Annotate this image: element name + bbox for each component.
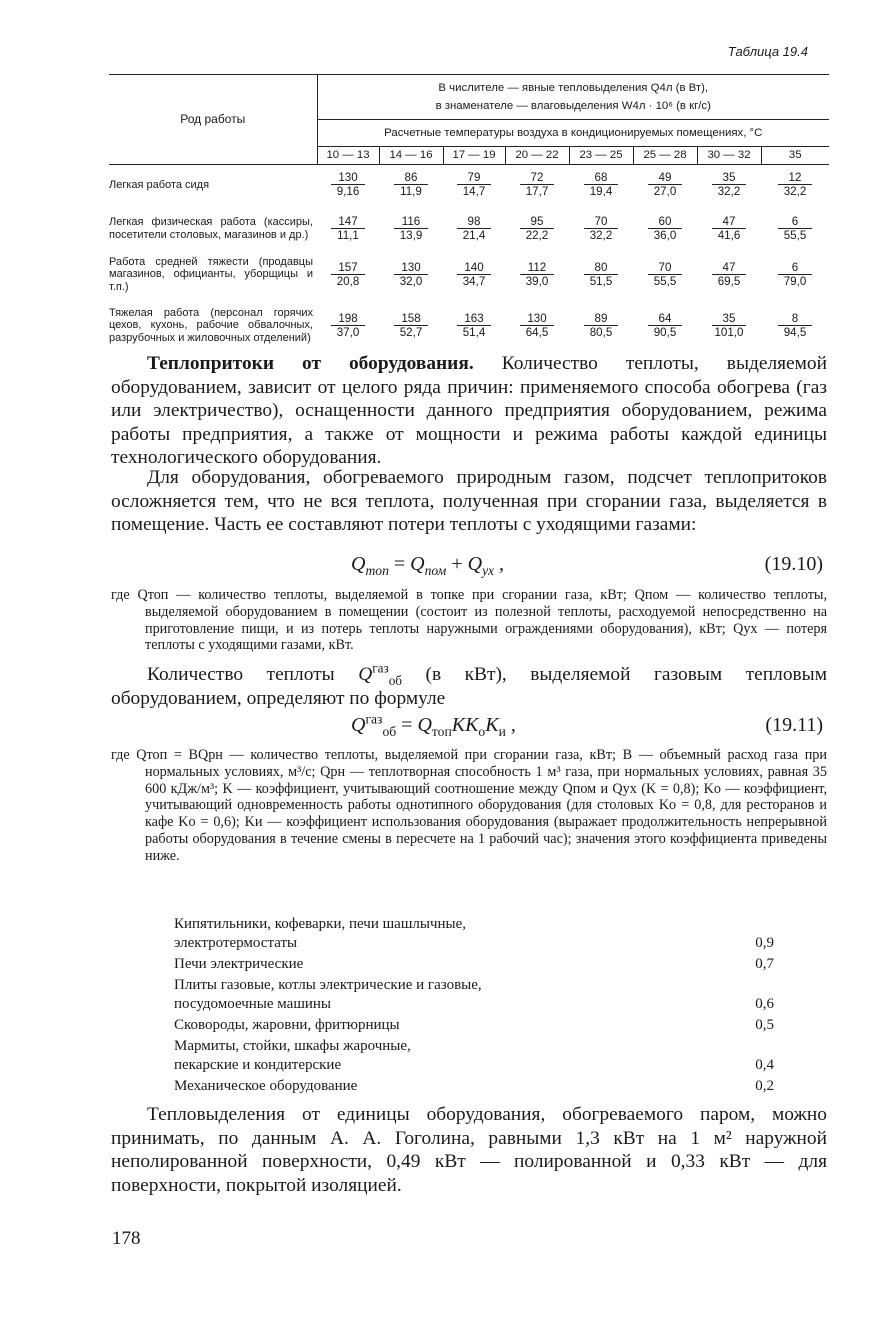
coefficient-label: Плиты газовые, котлы электрические и газовые, [174,977,482,993]
temp-range-1: 14 — 16 [379,147,443,165]
coefficient-row [174,976,774,1014]
where-1-text: где Qтоп — количество теплоты, выделяемой в топке при сгорании газа, кВт; Qпом — количество теплоты, выделяемой оборудованием в помещении (состоит из полезной теплоты, расходуемой непосредственно на приготовление пищи, и из потерь теплоты наружными ограждениями оборудования), кВт; Qух — потеря теплоты с уходящими газами, кВт. [111,587,827,654]
value-cell [505,253,569,297]
value-cell [697,297,761,355]
value-cell [633,253,697,297]
denominator: 80,5 [589,326,613,339]
denominator: 69,5 [717,275,741,288]
formula-expression-2: $Q^{газ}_{об} = Q_{топ}KK_оK_и$ , [351,711,516,739]
value-cell [761,297,829,355]
denominator: 55,5 [653,275,677,288]
coefficient-row [174,915,774,953]
denominator: 22,2 [525,229,549,242]
denominator: 51,5 [589,275,613,288]
denominator: 11,1 [337,229,359,242]
value-cell [505,205,569,253]
denominator: 55,5 [783,229,807,242]
coefficient-value: 0,4 [755,1057,774,1073]
value-cell [505,165,569,205]
numerator: 12 [778,171,812,185]
denominator: 94,5 [783,326,807,339]
coefficient-value: 0,9 [755,935,774,951]
denominator: 11,9 [400,185,422,199]
temp-range-4: 23 — 25 [569,147,633,165]
value-cell [317,205,379,253]
value-cell [633,297,697,355]
numerator: 72 [520,171,554,185]
numerator: 47 [712,261,746,275]
numerator: 35 [712,312,746,326]
value-cell [379,297,443,355]
numerator: 116 [394,215,428,229]
numerator: 86 [394,171,428,185]
denominator: 52,7 [399,326,423,339]
coefficient-value: 0,5 [755,1017,774,1033]
table-row [109,165,829,205]
denominator: 9,16 [336,185,360,199]
value-cell [633,205,697,253]
coefficient-value: 0,6 [755,996,774,1012]
coefficient-label: Кипятильники, кофеварки, печи шашлычные, [174,916,467,932]
where-block-2 [111,747,827,865]
table-row [109,205,829,253]
value-cell [761,253,829,297]
value-cell [505,297,569,355]
temp-range-0: 10 — 13 [317,147,379,165]
paragraph-gas: Для оборудования, обогреваемого природным газом, подсчет теплопритоков осложняется тем, что не вся теплота, полученная при сгорании газа, выделяется в помещение. Часть ее составляют потери теплоты с уходящими газами: [111,467,827,535]
formula-expression: $Q_{топ} = Q_{пом} + Q_{ух}$ , [351,553,504,578]
temp-range-7: 35 [761,147,829,165]
paragraph-gas-heat [111,660,827,710]
coefficient-value: 0,7 [755,956,774,972]
coefficient-label: Печи электрические [174,956,304,972]
value-cell [761,205,829,253]
row-label: Тяжелая работа (персонал горячих цехов, кухонь, рабочие обвалочных, разрубочных и жиловочных отделений) [109,306,313,344]
value-cell [317,253,379,297]
numerator: 95 [520,215,554,229]
numerator: 8 [778,312,812,326]
denominator: 37,0 [336,326,360,339]
denominator: 90,5 [653,326,677,339]
value-cell [569,205,633,253]
formula-number-2: (19.11) [765,714,823,736]
denominator: 21,4 [462,229,486,242]
denominator: 13,9 [399,229,423,242]
table-caption: Таблица 19.4 [727,44,808,59]
numerator: 147 [331,215,365,229]
table-row [109,297,829,355]
coefficient-label-cont: посудомоечные машины [174,996,332,1012]
numerator: 47 [712,215,746,229]
numerator: 60 [648,215,682,229]
numerator: 80 [584,261,618,275]
row-label: Работа средней тяжести (продавцы магазинов, официанты, уборщицы и т.п.) [109,255,313,293]
numerator: 98 [457,215,491,229]
value-cell [697,165,761,205]
numerator: 158 [394,312,428,326]
table-row [109,253,829,297]
coefficient-label: Механическое оборудование [174,1078,358,1094]
denominator: 32,2 [783,185,807,199]
denominator: 39,0 [525,275,549,288]
note-header [317,75,829,120]
value-cell [443,165,505,205]
value-cell [379,253,443,297]
numerator: 140 [457,261,491,275]
value-cell [317,297,379,355]
denominator: 32,2 [589,229,613,242]
value-cell [569,297,633,355]
rod-header: Род работы [109,75,317,165]
value-cell [443,205,505,253]
coefficient-row [174,1077,774,1096]
denominator: 34,7 [462,275,486,288]
coefficient-row [174,955,774,974]
coefficient-label: Сковороды, жаровни, фритюрницы [174,1017,400,1033]
numerator: 89 [584,312,618,326]
paragraph-1-text: Количество теплоты, выделяемой оборудованием, зависит от целого ряда причин: применяемого способа обогрева (газ или электричество), оснащенности данного предприятия оборудованием, режима работы предприятия, а также от мощности и режима работы каждой единицы технологического оборудования. [111,353,827,468]
numerator: 35 [712,171,746,185]
paragraph-steam: Тепловыделения от единицы оборудования, обогреваемого паром, можно принимать, по данным А. А. Гоголина, равными 1,3 кВт на 1 м² наружной неполированной поверхности, 0,49 кВт — полированной и 0,33 кВт — для поверхности, покрытой изоляцией. [111,1104,827,1196]
paragraph-3-start: Количество теплоты [147,664,335,685]
row-label: Легкая работа сидя [109,178,210,191]
denominator: 101,0 [714,326,744,339]
denominator: 17,7 [525,185,549,199]
numerator: 130 [520,312,554,326]
numerator: 64 [648,312,682,326]
coefficient-value: 0,2 [755,1078,774,1094]
coefficient-list [174,915,774,1098]
where-2-text: где Qтоп = BQрн — количество теплоты, выделяемой при сгорании газа, кВт; B — объемный расход газа при нормальных условиях, м³/с; Qрн — теплотворная способность 1 м³ газа, при нормальных условиях, равная 35 600 кДж/м³; K — коэффициент, учитывающий соотношение между Qпом и Qух (K = 0,8); Kо — коэффициент, учитывающий одновременность работы однотипного оборудования (для столовых Kо = 0,8, для ресторанов и кафе Kо = 0,6); Kи — коэффициент использования оборудования (выражает продолжительность непрерывной работы оборудования в течение смены в пересчете на 1 рабочий час); значения этого коэффициента приведены ниже. [111,747,827,864]
denominator: 79,0 [783,275,807,288]
paragraph-heading: Теплопритоки от оборудования. [147,353,474,374]
value-cell [697,253,761,297]
numerator: 79 [457,171,491,185]
coefficient-label-cont: пекарские и кондитерские [174,1057,342,1073]
value-cell [317,165,379,205]
denominator: 32,0 [399,275,423,288]
value-cell [443,297,505,355]
value-cell [761,165,829,205]
value-cell [379,165,443,205]
coefficient-label-cont: электротермостаты [174,935,298,951]
numerator: 6 [778,261,812,275]
note-line-2: в знаменателе — влаговыделения W4л · 10⁶ (в кг/с) [435,100,711,112]
numerator: 49 [648,171,682,185]
numerator: 157 [331,261,365,275]
numerator: 6 [778,215,812,229]
value-cell [379,205,443,253]
temp-header: Расчетные температуры воздуха в кондиционируемых помещениях, °С [317,120,829,147]
page-number: 178 [112,1228,141,1249]
value-cell [633,165,697,205]
paragraph-3-end: (в кВт), выделяемой газовым тепловым оборудованием, определяют по формуле [111,664,827,709]
numerator: 70 [584,215,618,229]
numerator: 163 [457,312,491,326]
value-cell [569,253,633,297]
temp-range-5: 25 — 28 [633,147,697,165]
formula-19-10 [111,553,827,579]
note-line-1: В числителе — явные тепловыделения Q4л (в Вт), [438,82,709,94]
where-block-1 [111,587,827,654]
numerator: 198 [331,312,365,326]
heat-release-table [109,74,829,355]
denominator: 64,5 [525,326,549,339]
paragraph-equipment [111,352,827,470]
temp-range-2: 17 — 19 [443,147,505,165]
denominator: 20,8 [336,275,360,288]
numerator: 70 [648,261,682,275]
numerator: 130 [331,171,365,185]
temp-range-6: 30 — 32 [697,147,761,165]
coefficient-label: Мармиты, стойки, шкафы жарочные, [174,1038,411,1054]
value-cell [569,165,633,205]
temp-range-3: 20 — 22 [505,147,569,165]
denominator: 32,2 [717,185,741,199]
formula-19-11 [111,711,827,740]
denominator: 27,0 [653,185,677,199]
denominator: 14,7 [462,185,486,199]
row-label: Легкая физическая работа (кассиры, посетители столовых, магазинов и др.) [109,216,313,241]
denominator: 19,4 [589,185,613,199]
coefficient-row [174,1037,774,1075]
denominator: 51,4 [462,326,486,339]
value-cell [443,253,505,297]
value-cell [697,205,761,253]
numerator: 112 [520,261,554,275]
coefficient-row [174,1016,774,1035]
denominator: 41,6 [717,229,741,242]
q-gas-symbol: $Q^{газ}_{об}$ [358,660,402,688]
numerator: 68 [584,171,618,185]
denominator: 36,0 [653,229,677,242]
formula-number: (19.10) [764,553,823,575]
numerator: 130 [394,261,428,275]
